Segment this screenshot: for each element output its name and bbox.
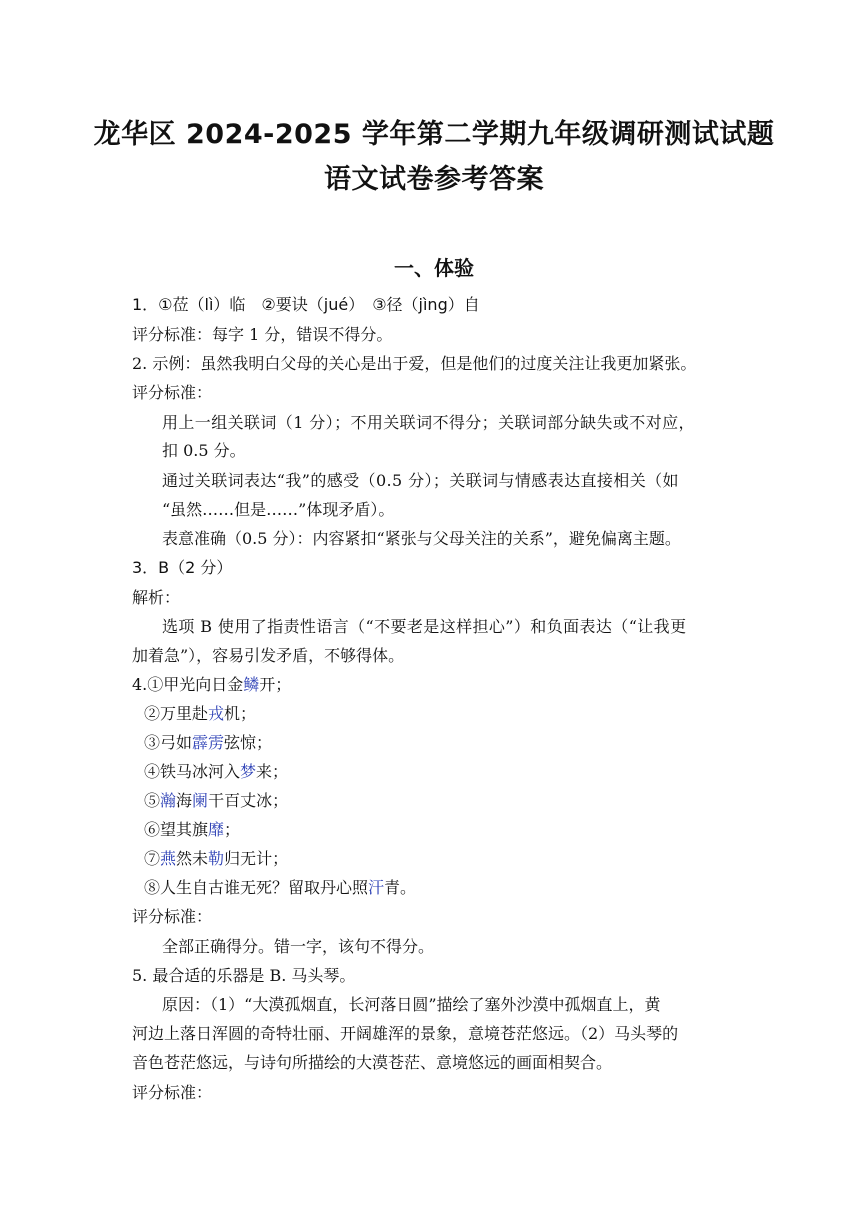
q3-answer: 3．B（2 分） <box>132 558 233 577</box>
q1-answer: 1．①莅（lì）临 ②要诀（jué） ③径（jìng）自 <box>132 295 480 314</box>
q4-item-text: ⑥望其旗 <box>144 820 209 839</box>
q4-item-text: ； <box>224 820 241 839</box>
q5-reason: 原因：（1）“大漠孤烟直，长河落日圆”描绘了塞外沙漠中孤烟直上，黄 <box>162 995 661 1014</box>
q4-item-text: 来； <box>256 762 289 781</box>
q4-item-highlight: 汗 <box>368 878 385 897</box>
q4-item-text: 弦惊； <box>224 733 273 752</box>
q5-scoring-label: 评分标准： <box>132 1083 213 1102</box>
q4-item <box>144 704 256 724</box>
q3-analysis-label: 解析： <box>132 588 181 607</box>
q2-scoring-label: 评分标准： <box>132 383 213 402</box>
q4-scoring: 全部正确得分。错一字，该句不得分。 <box>162 937 435 956</box>
q4-item-text: 开； <box>259 675 292 694</box>
q4-item <box>144 733 272 753</box>
q4-item <box>144 849 288 869</box>
q2-criterion-1-cont: 扣 0.5 分。 <box>162 441 246 460</box>
q4-item-text: 机； <box>224 704 257 723</box>
q4-item-text: ⑤ <box>144 791 161 810</box>
q4-item-text: 然未 <box>176 849 209 868</box>
q4-item-text: ⑦ <box>144 849 161 868</box>
q4-item-highlight: 阑 <box>192 791 209 810</box>
q2-criterion-3: 表意准确（0.5 分）：内容紧扣“紧张与父母关注的关系”，避免偏离主题。 <box>162 529 681 548</box>
page-subtitle: 语文试卷参考答案 <box>324 164 544 195</box>
q3-analysis: 选项 B 使用了指责性语言（“不要老是这样担心”）和负面表达（“让我更 <box>162 617 687 636</box>
q4-item-highlight: 戎 <box>208 704 225 723</box>
q4-item-text: ③弓如 <box>144 733 193 752</box>
q5-reason-cont: 河边上落日浑圆的奇特壮丽、开阔雄浑的景象，意境苍茫悠远。（2）马头琴的 <box>132 1024 679 1043</box>
page-title: 龙华区 2024-2025 学年第二学期九年级调研测试试题 <box>93 119 775 150</box>
q4-item-highlight: 靡 <box>208 820 225 839</box>
q2-criterion-2-cont: “虽然……但是……”体现矛盾）。 <box>162 500 395 519</box>
q4-item <box>144 762 288 782</box>
q4-item-highlight: 梦 <box>240 762 257 781</box>
q4-item-text: 4.①甲光向日金 <box>132 675 244 694</box>
q4-item <box>132 675 291 695</box>
q1-scoring: 评分标准：每字 1 分，错误不得分。 <box>132 325 393 344</box>
q4-item <box>144 791 288 811</box>
q2-criterion-2: 通过关联词表达“我”的感受（0.5 分）；关联词与情感表达直接相关（如 <box>162 471 679 490</box>
q4-item-highlight: 瀚 <box>160 791 177 810</box>
q5-answer: 5. 最合适的乐器是 B. 马头琴。 <box>132 966 356 985</box>
q4-item-highlight: 燕 <box>160 849 177 868</box>
q4-item <box>144 878 416 898</box>
q2-example: 2. 示例：虽然我明白父母的关心是出于爱，但是他们的过度关注让我更加紧张。 <box>132 354 697 373</box>
q4-item-text: 青。 <box>384 878 417 897</box>
q3-analysis-cont: 加着急”），容易引发矛盾，不够得体。 <box>132 646 405 665</box>
q4-item-text: ⑧人生自古谁无死？留取丹心照 <box>144 878 369 897</box>
q4-item-text: ②万里赴 <box>144 704 209 723</box>
section-heading: 一、体验 <box>394 256 474 280</box>
q4-item-highlight: 鳞 <box>243 675 260 694</box>
q4-item-text: 干百丈冰； <box>208 791 289 810</box>
q5-reason-cont: 音色苍茫悠远，与诗句所描绘的大漠苍茫、意境悠远的画面相契合。 <box>132 1053 613 1072</box>
q4-item-highlight: 霹雳 <box>192 733 225 752</box>
q4-item-highlight: 勒 <box>208 849 225 868</box>
q4-item-text: ④铁马冰河入 <box>144 762 241 781</box>
q4-item <box>144 820 240 840</box>
q4-scoring-label: 评分标准： <box>132 907 213 926</box>
q4-item-text: 归无计； <box>224 849 289 868</box>
q4-item-text: 海 <box>176 791 193 810</box>
q2-criterion-1: 用上一组关联词（1 分）；不用关联词不得分；关联词部分缺失或不对应， <box>162 413 695 432</box>
